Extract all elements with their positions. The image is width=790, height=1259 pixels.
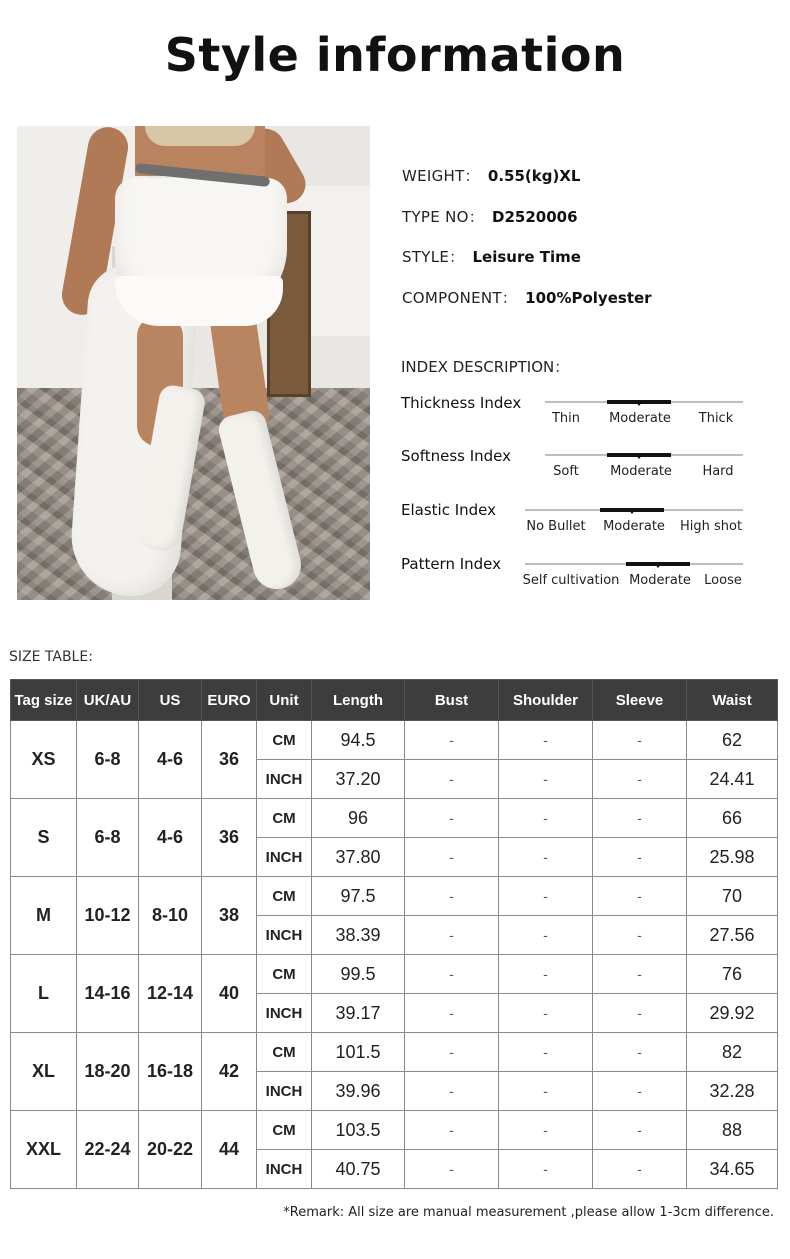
euro-cell: 42: [202, 1033, 257, 1111]
length-cell: 94.5: [312, 721, 405, 760]
bust-cell: -: [405, 1150, 499, 1189]
tag-size-cell: XXL: [11, 1111, 77, 1189]
bust-cell: -: [405, 877, 499, 916]
sleeve-cell: -: [593, 1072, 687, 1111]
index-description-title: INDEX DESCRIPTION：: [401, 358, 570, 376]
page-title: Style information: [164, 28, 626, 82]
waist-cell: 32.28: [687, 1072, 778, 1111]
pattern-index-label: Pattern Index: [401, 555, 502, 573]
sleeve-cell: -: [593, 916, 687, 955]
shoulder-cell: -: [499, 994, 593, 1033]
header-length: Length: [312, 680, 405, 721]
us-cell: 20-22: [139, 1111, 202, 1189]
header-tag-size: Tag size: [11, 680, 77, 721]
waist-cell: 25.98: [687, 838, 778, 877]
unit-cell: CM: [257, 877, 312, 916]
unit-cell: CM: [257, 721, 312, 760]
waist-cell: 66: [687, 799, 778, 838]
length-cell: 37.20: [312, 760, 405, 799]
euro-cell: 44: [202, 1111, 257, 1189]
length-cell: 39.96: [312, 1072, 405, 1111]
softness-index-label: Softness Index: [401, 447, 512, 465]
elastic-index-label: Elastic Index: [401, 501, 497, 519]
sleeve-cell: -: [593, 1033, 687, 1072]
length-cell: 38.39: [312, 916, 405, 955]
softness-option-hard: Hard: [702, 464, 734, 479]
sleeve-cell: -: [593, 1111, 687, 1150]
thickness-index-label: Thickness Index: [401, 394, 522, 412]
pattern-index-scale: [522, 563, 743, 593]
waist-cell: 88: [687, 1111, 778, 1150]
component-value: 100%Polyester: [525, 289, 652, 307]
unit-cell: INCH: [257, 994, 312, 1033]
elastic-index-scale: [525, 509, 743, 539]
bust-cell: -: [405, 799, 499, 838]
bust-cell: -: [405, 916, 499, 955]
shoulder-cell: -: [499, 760, 593, 799]
header-us: US: [139, 680, 202, 721]
tag-size-cell: S: [11, 799, 77, 877]
thickness-index-scale: [545, 401, 743, 431]
weight-row: [402, 165, 580, 186]
euro-cell: 36: [202, 721, 257, 799]
bust-cell: -: [405, 994, 499, 1033]
unit-cell: INCH: [257, 838, 312, 877]
length-cell: 97.5: [312, 877, 405, 916]
waist-cell: 76: [687, 955, 778, 994]
unit-cell: INCH: [257, 1150, 312, 1189]
waist-cell: 62: [687, 721, 778, 760]
shoulder-cell: -: [499, 838, 593, 877]
sleeve-cell: -: [593, 1150, 687, 1189]
thickness-option-moderate: Moderate: [609, 411, 671, 426]
bust-cell: -: [405, 721, 499, 760]
sleeve-cell: -: [593, 877, 687, 916]
pattern-option-loose: Loose: [704, 573, 742, 588]
bust-cell: -: [405, 1111, 499, 1150]
size-table: [10, 679, 778, 1189]
waist-cell: 29.92: [687, 994, 778, 1033]
tag-size-cell: L: [11, 955, 77, 1033]
sleeve-cell: -: [593, 994, 687, 1033]
length-cell: 40.75: [312, 1150, 405, 1189]
waist-cell: 27.56: [687, 916, 778, 955]
table-row: [11, 721, 778, 760]
sleeve-cell: -: [593, 838, 687, 877]
shoulder-cell: -: [499, 1072, 593, 1111]
waist-cell: 34.65: [687, 1150, 778, 1189]
component-label: COMPONENT：: [402, 289, 518, 307]
tag-size-cell: M: [11, 877, 77, 955]
shoulder-cell: -: [499, 955, 593, 994]
type-label: TYPE NO：: [402, 208, 485, 226]
component-row: [402, 287, 652, 308]
elastic-option-moderate: Moderate: [603, 519, 665, 534]
bust-cell: -: [405, 955, 499, 994]
length-cell: 39.17: [312, 994, 405, 1033]
us-cell: 4-6: [139, 721, 202, 799]
table-row: [11, 877, 778, 916]
unit-cell: CM: [257, 1033, 312, 1072]
sleeve-cell: -: [593, 760, 687, 799]
shoulder-cell: -: [499, 877, 593, 916]
uk-au-cell: 14-16: [77, 955, 139, 1033]
table-row: [11, 1033, 778, 1072]
length-cell: 101.5: [312, 1033, 405, 1072]
length-cell: 99.5: [312, 955, 405, 994]
waist-cell: 82: [687, 1033, 778, 1072]
softness-index-scale: [545, 454, 743, 484]
bust-cell: -: [405, 760, 499, 799]
length-cell: 103.5: [312, 1111, 405, 1150]
tag-size-cell: XS: [11, 721, 77, 799]
shoulder-cell: -: [499, 1111, 593, 1150]
softness-option-moderate: Moderate: [610, 464, 672, 479]
table-row: [11, 955, 778, 994]
style-label: STYLE：: [402, 248, 465, 266]
tag-size-cell: XL: [11, 1033, 77, 1111]
pattern-option-self-cultivation: Self cultivation: [522, 573, 620, 588]
sleeve-cell: -: [593, 799, 687, 838]
shoulder-cell: -: [499, 799, 593, 838]
softness-option-soft: Soft: [553, 464, 579, 479]
uk-au-cell: 22-24: [77, 1111, 139, 1189]
sleeve-cell: -: [593, 955, 687, 994]
unit-cell: CM: [257, 799, 312, 838]
table-row: [11, 799, 778, 838]
shoulder-cell: -: [499, 721, 593, 760]
unit-cell: CM: [257, 1111, 312, 1150]
remark-note: *Remark: All size are manual measurement ,please allow 1-3cm difference.: [283, 1205, 774, 1220]
unit-cell: INCH: [257, 760, 312, 799]
header-waist: Waist: [687, 680, 778, 721]
type-row: [402, 206, 578, 227]
us-cell: 8-10: [139, 877, 202, 955]
weight-label: WEIGHT：: [402, 167, 480, 185]
length-cell: 96: [312, 799, 405, 838]
uk-au-cell: 10-12: [77, 877, 139, 955]
size-table-header: [11, 680, 778, 721]
shoulder-cell: -: [499, 1150, 593, 1189]
us-cell: 12-14: [139, 955, 202, 1033]
header-bust: Bust: [405, 680, 499, 721]
header-shoulder: Shoulder: [499, 680, 593, 721]
waist-cell: 70: [687, 877, 778, 916]
shoulder-cell: -: [499, 1033, 593, 1072]
weight-value: 0.55(kg)XL: [487, 167, 581, 185]
style-row: [402, 246, 581, 267]
uk-au-cell: 6-8: [77, 721, 139, 799]
header-uk-au: UK/AU: [77, 680, 139, 721]
pattern-option-moderate: Moderate: [629, 573, 691, 588]
table-row: [11, 1111, 778, 1150]
euro-cell: 36: [202, 799, 257, 877]
thickness-option-thin: Thin: [551, 411, 581, 426]
style-value: Leisure Time: [472, 248, 581, 266]
unit-cell: CM: [257, 955, 312, 994]
sleeve-cell: -: [593, 721, 687, 760]
uk-au-cell: 18-20: [77, 1033, 139, 1111]
header-euro: EURO: [202, 680, 257, 721]
bust-cell: -: [405, 1072, 499, 1111]
bust-cell: -: [405, 1033, 499, 1072]
euro-cell: 38: [202, 877, 257, 955]
uk-au-cell: 6-8: [77, 799, 139, 877]
thickness-option-thick: Thick: [698, 411, 734, 426]
elastic-option-no-bullet: No Bullet: [526, 519, 586, 534]
shoulder-cell: -: [499, 916, 593, 955]
type-value: D2520006: [492, 208, 578, 226]
header-sleeve: Sleeve: [593, 680, 687, 721]
length-cell: 37.80: [312, 838, 405, 877]
waist-cell: 24.41: [687, 760, 778, 799]
unit-cell: INCH: [257, 1072, 312, 1111]
us-cell: 4-6: [139, 799, 202, 877]
elastic-option-high-shot: High shot: [679, 519, 743, 534]
us-cell: 16-18: [139, 1033, 202, 1111]
product-photo: [17, 126, 370, 600]
bust-cell: -: [405, 838, 499, 877]
size-table-title: SIZE TABLE:: [9, 649, 93, 665]
header-unit: Unit: [257, 680, 312, 721]
euro-cell: 40: [202, 955, 257, 1033]
unit-cell: INCH: [257, 916, 312, 955]
